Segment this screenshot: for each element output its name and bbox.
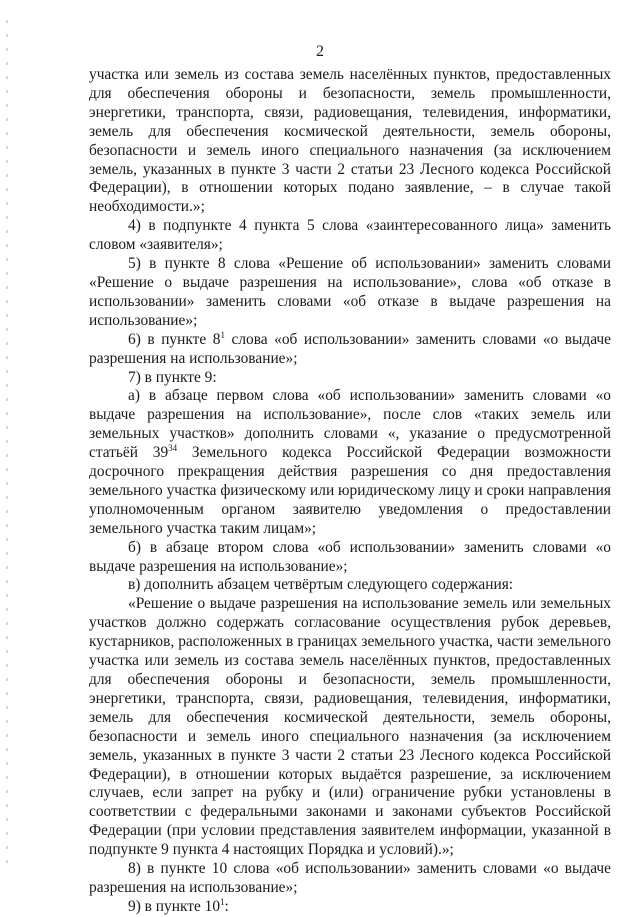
paragraph <box>89 331 611 369</box>
superscript-index: 1 <box>220 896 225 907</box>
paragraph: 5) в пункте 8 слова «Решение об использовании» заменить словами «Решение о выдаче разрешения на использование», слова «об отказе в использовании» заменить словами «об отказе в выдаче разрешения на использование»; <box>89 255 611 329</box>
paragraph: в) дополнить абзацем четвёртым следующего содержания: <box>128 576 514 594</box>
paragraph-text: 6) в пункте 8 <box>128 330 221 348</box>
paragraph: участка или земель из состава земель населённых пунктов, предоставленных для обеспечения обороны и безопасности, земель промышленности, энергетики, транспорта, связи, радиовещания, телевидения, информатики, земель для обеспечения космической деятельности, земель обороны, безопасности и земель иного специального назначения (за исключением земель, указанных в пункте 3 части 2 статьи 23 Лесного кодекса Российской Федерации), в отношении которых подано заявление, – в случае такой необходимости.»; <box>89 66 611 216</box>
scan-edge-marks <box>6 20 8 870</box>
paragraph-text: : <box>224 897 229 915</box>
document-body <box>89 66 611 917</box>
paragraph-text: Земельного кодекса Российской Федерации возможности досрочного прекращения действия разрешения со дня предоставления земельного участка физическому или юридическому лицу и сроки направления уполномоченным органом заявителю уведомления о предоставлении земельного участка таким лицам»; <box>89 444 612 537</box>
paragraph: 7) в пункте 9: <box>128 368 217 386</box>
paragraph: 4) в подпункте 4 пункта 5 слова «заинтересованного лица» заменить словом «заявителя»; <box>89 217 611 254</box>
paragraph-text: 9) в пункте 10 <box>128 897 221 915</box>
paragraph: «Решение о выдаче разрешения на использование земель или земельных участков должно содержать согласование осуществления рубок деревьев, кустарников, расположенных в границах земельного участка, части земельного участка или земель из состава земель населённых пунктов, предоставленных для обеспечения обороны и безопасности, земель промышленности, энергетики, транспорта, связи, радиовещания, телевидения, информатики, земель для обеспечения космической деятельности, земель обороны, безопасности и земель иного специального назначения (за исключением земель, указанных в пункте 3 части 2 статьи 23 Лесного кодекса Российской Федерации), в отношении которых выдаётся разрешение, за исключением случаев, если запрет на рубку и (или) ограничение рубки установлены в соответствии с федеральными законами и законами субъектов Российской Федерации (при условии представления заявителем информации, указанной в подпункте 9 пункта 4 настоящих Порядка и условий).»; <box>89 595 611 859</box>
paragraph-text: слова «об использовании» заменить словами «о выдаче разрешения на использование»; <box>89 330 611 367</box>
paragraph <box>89 387 611 538</box>
superscript-index: 1 <box>220 329 225 340</box>
paragraph <box>89 898 611 917</box>
paragraph-text: а) в абзаце первом слова «об использовании» заменить словами «о выдаче разрешения на использование», после слов «таких земель или земельных участков» дополнить словами «, указание о предусмотренной статьёй 39 <box>89 387 611 462</box>
paragraph: 8) в пункте 10 слова «об использовании» заменить словами «о выдаче разрешения на использование»; <box>89 860 611 896</box>
superscript-index: 34 <box>168 443 178 454</box>
page-number: 2 <box>316 43 324 60</box>
paragraph: б) в абзаце втором слова «об использовании» заменить словами «о выдаче разрешения на использование»; <box>89 538 611 575</box>
